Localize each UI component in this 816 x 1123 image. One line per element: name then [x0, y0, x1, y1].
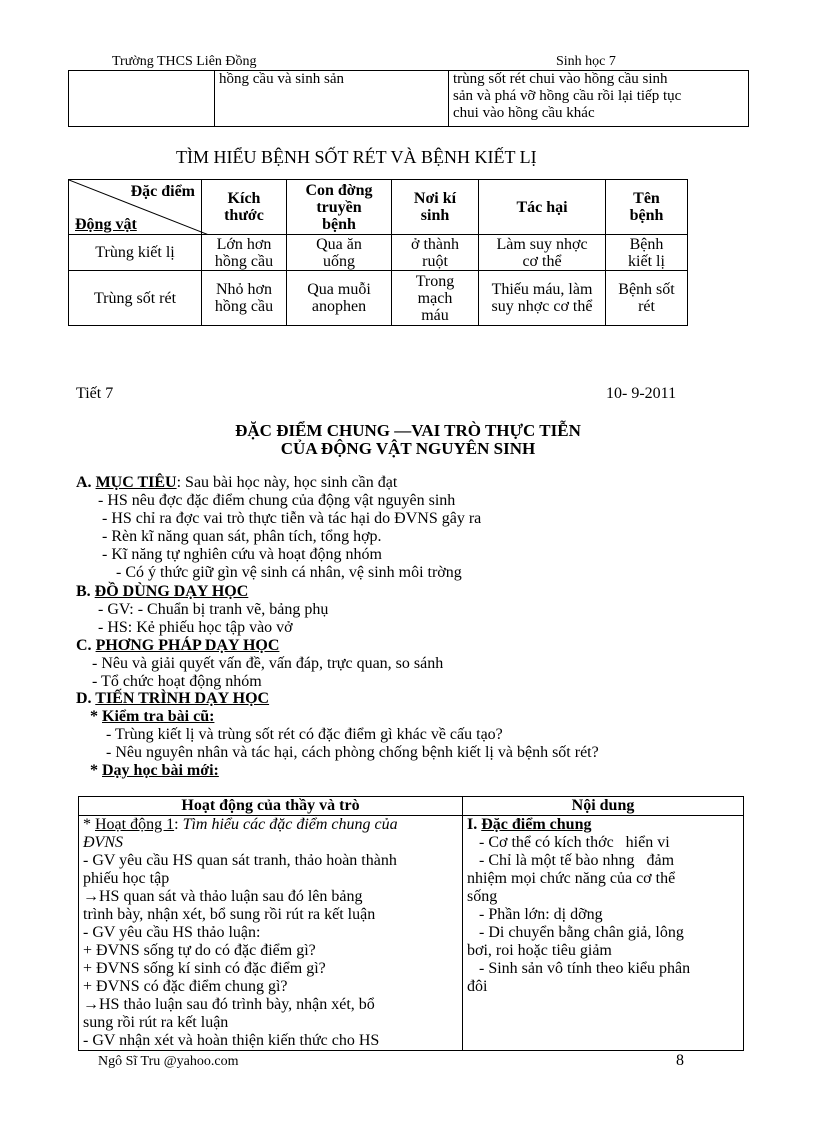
- cell: ở thành ruột: [392, 235, 479, 271]
- check-item: - Trùng kiết lị và trùng sốt rét có đặc điểm gì khác về cấu tạo?: [106, 726, 503, 743]
- content-heading-num: I.: [467, 816, 482, 833]
- corner-bottom-label: Động vật: [75, 216, 137, 233]
- lesson-title: [0, 422, 816, 458]
- header-line: Con đờng: [305, 181, 373, 199]
- method-item: - Nêu và giải quyết vấn đề, vấn đáp, trực quan, so sánh: [92, 655, 444, 672]
- activity-table: [78, 796, 744, 1051]
- header-transmission: [287, 180, 392, 235]
- activity-title-end: ĐVNS: [83, 834, 123, 851]
- header-line: sinh: [420, 207, 450, 224]
- header-harm: Tác hại: [479, 180, 606, 235]
- header-subject: Sinh học 7: [556, 54, 616, 69]
- activity-line: - GV yêu cầu HS quan sát tranh, thảo hoàn thành: [83, 852, 397, 869]
- activity-line: →HS thảo luận sau đó trình bày, nhận xét, bổ: [83, 996, 375, 1013]
- disease-table: [68, 179, 688, 326]
- objective-item: - HS chỉ ra đợc vai trò thực tiễn và tác hại do ĐVNS gây ra: [102, 510, 482, 527]
- content-line: - Phần lớn: dị dỡng: [467, 906, 603, 923]
- content-line: nhiệm mọi chức năng của cơ thể: [467, 870, 676, 887]
- lesson-date: 10- 9-2011: [606, 385, 677, 402]
- header-line: Tên: [633, 190, 660, 207]
- content-line: - Chỉ là một tế bào nhng đảm: [467, 852, 675, 869]
- header-size: [202, 180, 287, 235]
- section-d-label: D.: [76, 690, 96, 707]
- content-line: - Sinh sản vô tính theo kiểu phân: [467, 960, 691, 977]
- continuation-line: chui vào hồng cầu khác: [453, 105, 595, 121]
- page-number: 8: [676, 1052, 684, 1069]
- title-line: ĐẶC ĐIỂM CHUNG —VAI TRÒ THỰC TIỄN: [235, 421, 581, 440]
- cell: Bệnh sốt rét: [606, 271, 688, 326]
- cell: Làm suy nhợc cơ thể: [479, 235, 606, 271]
- activity-line: + ĐVNS sống tự do có đặc điểm gì?: [83, 942, 316, 959]
- activity-cell: * Hoạt động 1: Tìm hiểu các đặc điểm chung của ĐVNS - GV yêu cầu HS quan sát tranh, thảo hoàn thành phiếu học tập →HS quan sát và thảo luận sau đó lên bảng trình bày, nhận xét, bổ sung rồi rút ra kết luận - GV yêu cầu HS thảo luận: + ĐVNS sống tự do có đặc điểm gì? + ĐVNS sống kí sinh có đặc điểm gì? + ĐVNS có đặc điểm chung gì? →HS thảo luận sau đó trình bày, nhận xét, bổ sung rồi rút ra kết luận - GV nhận xét và hoàn thiện kiến thức cho HS: [79, 816, 463, 1051]
- check-item: - Nêu nguyên nhân và tác hại, cách phòng chống bệnh kiết lị và bệnh sốt rét?: [106, 744, 599, 761]
- lesson-period: Tiết 7: [76, 385, 114, 402]
- new-lesson-heading: Dạy học bài mới:: [102, 762, 219, 779]
- objective-item: - Kĩ năng tự nghiên cứu và hoạt động nhóm: [102, 546, 382, 563]
- header-habitat: [392, 180, 479, 235]
- activity-line: - GV nhận xét và hoàn thiện kiến thức cho HS: [83, 1032, 380, 1049]
- footer-author: Ngô Sĩ Tru @yahoo.com: [98, 1054, 239, 1069]
- header-line: bệnh: [322, 215, 356, 233]
- header-line: truyền: [316, 198, 362, 216]
- methods-section: [76, 637, 443, 691]
- objectives-section: [76, 474, 481, 582]
- activity-label: Hoạt động 1: [95, 816, 175, 833]
- objective-item: - HS nêu đợc đặc điểm chung của động vật nguyên sinh: [98, 492, 456, 509]
- continuation-cell-3: [449, 71, 749, 127]
- continuation-table: [68, 70, 749, 127]
- activity-line: trình bày, nhận xét, bổ sung rồi rút ra kết luận: [83, 906, 376, 923]
- table1-corner-cell: [69, 180, 202, 235]
- section-b-heading: ĐỒ DÙNG DẠY HỌC: [94, 583, 249, 600]
- cell: Thiếu máu, làm suy nhợc cơ thể: [479, 271, 606, 326]
- continuation-cell-1: [69, 71, 215, 127]
- section-a-label: A.: [76, 474, 96, 491]
- section-c-heading: PHƠNG PHÁP DẠY HỌC: [95, 637, 280, 654]
- corner-top-label: Đặc điểm: [130, 183, 195, 200]
- continuation-line: sản và phá vỡ hồng cầu rồi lại tiếp tục: [453, 88, 682, 104]
- header-line: Kích: [227, 190, 261, 207]
- cell: Trong mạch máu: [392, 271, 479, 326]
- continuation-cell-2: hồng cầu và sinh sản: [215, 71, 449, 127]
- header-line: Nơi kí: [413, 190, 457, 207]
- method-item: - Tổ chức hoạt động nhóm: [92, 673, 262, 690]
- activity-line: - GV yêu cầu HS thảo luận:: [83, 924, 261, 941]
- header-line: bệnh: [629, 207, 664, 224]
- section-c-label: C.: [76, 637, 96, 654]
- table1-title: TÌM HIỂU BỆNH SỐT RÉT VÀ BỆNH KIẾT LỊ: [176, 147, 537, 167]
- cell: Qua muỗi anophen: [287, 271, 392, 326]
- cell: Bệnh kiết lị: [606, 235, 688, 271]
- activity-line: →HS quan sát và thảo luận sau đó lên bảng: [83, 888, 363, 905]
- section-d-heading: TIẾN TRÌNH DẠY HỌC: [95, 690, 270, 707]
- col1-header: Hoạt động của thầy và trò: [79, 797, 463, 816]
- process-section: D. TIẾN TRÌNH DẠY HỌC * Kiểm tra bài cũ: - Trùng kiết lị và trùng sốt rét có đặc điểm gì khác về cấu tạo? - Nêu nguyên nhân và tác hại, cách phòng chống bệnh kiết lị và bệnh sốt rét? * Dạy học bài mới:: [76, 690, 599, 779]
- header-line: thước: [224, 207, 264, 224]
- header-disease-name: [606, 180, 688, 235]
- activity-title-part: Tìm hiểu các đặc điểm chung của: [182, 816, 398, 833]
- col2-header: Nội dung: [463, 797, 744, 816]
- table-row: [69, 235, 688, 271]
- activity-line: + ĐVNS có đặc điểm chung gì?: [83, 978, 288, 995]
- materials-section: [76, 583, 328, 637]
- content-line: bơi, roi hoặc tiêu giảm: [467, 942, 612, 959]
- objective-item: - Có ý thức giữ gìn vệ sinh cá nhân, vệ sinh môi trờng: [116, 564, 462, 581]
- content-heading: Đặc điểm chung: [481, 816, 592, 833]
- content-cell: [463, 816, 744, 1051]
- continuation-line: trùng sốt rét chui vào hồng cầu sinh: [453, 71, 668, 87]
- title-line: CỦA ĐỘNG VẬT NGUYÊN SINH: [280, 439, 536, 458]
- section-a-intro: : Sau bài học này, học sinh cần đạt: [176, 474, 398, 491]
- content-line: đôi: [467, 978, 488, 995]
- row-name: Trùng sốt rét: [69, 271, 202, 326]
- row-name: Trùng kiết lị: [69, 235, 202, 271]
- activity-line: + ĐVNS sống kí sinh có đặc điểm gì?: [83, 960, 326, 977]
- table-row: [69, 271, 688, 326]
- check-heading: Kiểm tra bài cũ:: [102, 708, 215, 725]
- activity-line: phiếu học tập: [83, 870, 170, 887]
- objective-item: - Rèn kĩ năng quan sát, phân tích, tổng hợp.: [102, 528, 382, 545]
- cell: Qua ăn uống: [287, 235, 392, 271]
- section-a-heading: MỤC TIÊU: [95, 474, 177, 491]
- material-item: - HS: Kẻ phiếu học tập vào vở: [98, 619, 293, 636]
- cell: Lớn hơn hồng cầu: [202, 235, 287, 271]
- cell: Nhỏ hơn hồng cầu: [202, 271, 287, 326]
- content-line: - Cơ thể có kích thớc hiển vi: [467, 834, 670, 851]
- header-school: Trường THCS Liên Đồng: [112, 54, 257, 69]
- section-b-label: B.: [76, 583, 95, 600]
- content-line: - Di chuyển bằng chân giả, lông: [467, 924, 684, 941]
- content-line: sống: [467, 888, 498, 905]
- material-item: - GV: - Chuẩn bị tranh vẽ, bảng phụ: [98, 601, 329, 618]
- activity-line: sung rồi rút ra kết luận: [83, 1014, 229, 1031]
